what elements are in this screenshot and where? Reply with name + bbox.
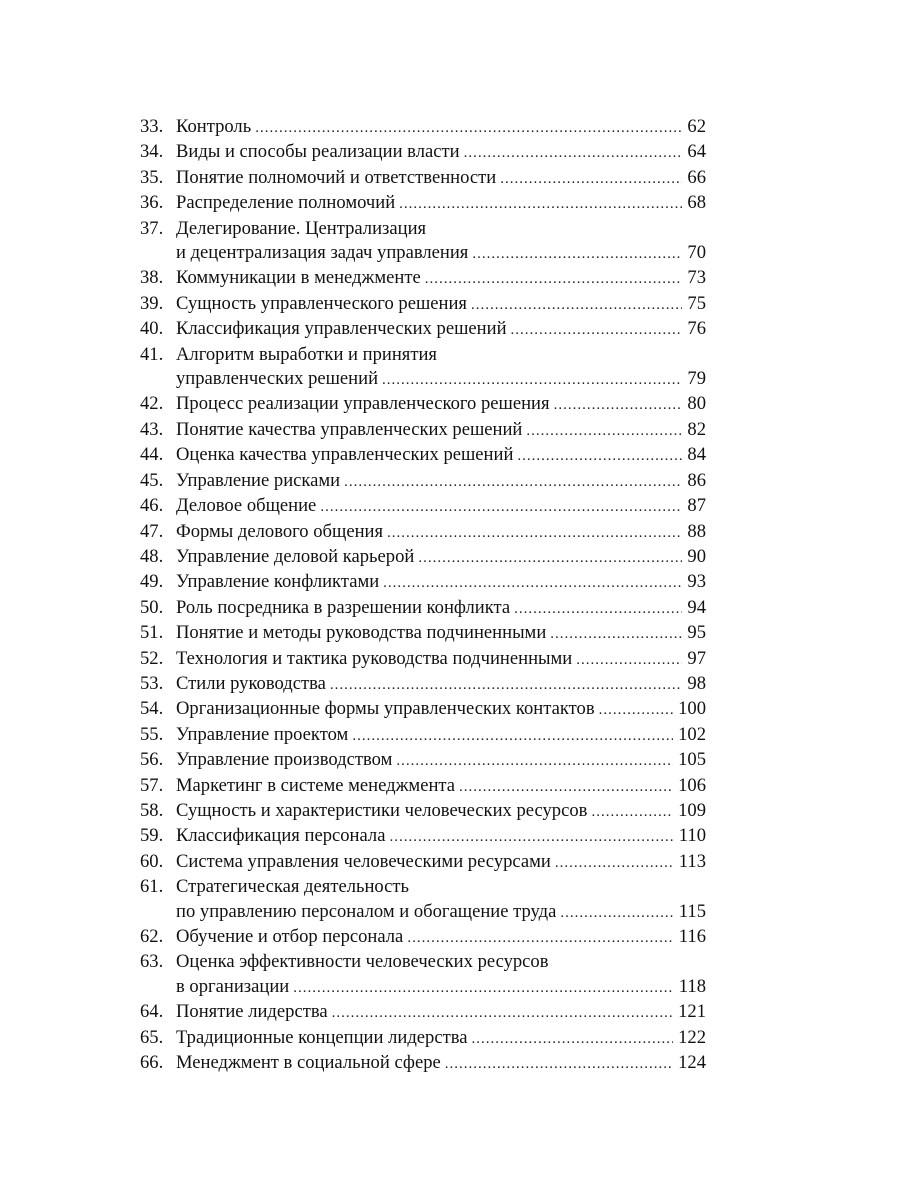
toc-entry-title: Управление деловой карьерой bbox=[176, 545, 415, 567]
toc-dot-leader bbox=[472, 242, 682, 266]
toc-entry-line bbox=[140, 166, 706, 191]
toc-dot-leader bbox=[560, 901, 673, 925]
toc-entry-number: 33. bbox=[140, 116, 164, 137]
toc-entry-line bbox=[140, 570, 706, 595]
toc-dot-leader bbox=[459, 775, 673, 799]
toc-entry bbox=[140, 672, 706, 697]
toc-entry bbox=[140, 166, 706, 191]
toc-entry-title: Система управления человеческими ресурсами bbox=[176, 850, 551, 872]
toc-page-number: 93 bbox=[687, 571, 706, 593]
toc-entry-line bbox=[140, 1026, 706, 1051]
toc-entry-number: 52. bbox=[140, 647, 164, 669]
toc-entry-line bbox=[140, 596, 706, 621]
toc-entry bbox=[140, 774, 706, 799]
toc-entry-line bbox=[140, 140, 706, 165]
toc-entry-line bbox=[140, 1051, 706, 1076]
toc-entry-number: 36. bbox=[140, 192, 164, 214]
toc-entry bbox=[140, 875, 706, 925]
toc-dot-leader bbox=[472, 1027, 674, 1051]
toc-entry-number: 54. bbox=[140, 698, 164, 720]
toc-page-number: 73 bbox=[687, 267, 706, 289]
toc-page-number: 84 bbox=[687, 444, 706, 466]
toc-entry-line bbox=[140, 647, 706, 672]
toc-page-number: 118 bbox=[678, 975, 706, 997]
toc-entry bbox=[140, 343, 706, 393]
toc-page-number: 95 bbox=[687, 622, 706, 644]
toc-page-number: 122 bbox=[678, 1026, 706, 1048]
toc-entry-title: Обучение и отбор персонала bbox=[176, 926, 404, 947]
toc-page-number: 68 bbox=[687, 192, 706, 214]
toc-entry-number: 38. bbox=[140, 267, 164, 289]
toc-entry-title: Маркетинг в системе менеджмента bbox=[176, 774, 455, 796]
toc-dot-leader bbox=[591, 800, 673, 824]
toc-entry-line bbox=[140, 469, 706, 494]
toc-page-number: 102 bbox=[678, 723, 706, 745]
toc-entry-line bbox=[140, 317, 706, 342]
toc-entry-title: Понятие лидерства bbox=[176, 1001, 328, 1023]
toc-dot-leader bbox=[550, 622, 682, 646]
toc-dot-leader bbox=[526, 419, 682, 443]
toc-entry-line bbox=[140, 925, 706, 950]
toc-entry-line bbox=[140, 343, 706, 367]
toc-entry bbox=[140, 217, 706, 267]
toc-entry bbox=[140, 1026, 706, 1051]
toc-entry-number: 49. bbox=[140, 571, 164, 593]
toc-entry-line bbox=[140, 191, 706, 216]
toc-page-number: 110 bbox=[678, 825, 706, 847]
toc-entry-title: Управление рисками bbox=[176, 469, 341, 491]
toc-dot-leader bbox=[500, 167, 682, 191]
toc-entry-title: управленческих решений bbox=[176, 368, 379, 390]
toc-entry-number: 55. bbox=[140, 723, 164, 745]
toc-page-number: 75 bbox=[687, 292, 706, 314]
toc-dot-leader bbox=[464, 141, 683, 165]
toc-page-number: 105 bbox=[678, 749, 706, 771]
toc-dot-leader bbox=[382, 368, 682, 392]
toc-entry bbox=[140, 140, 706, 165]
toc-entry-title: и децентрализация задач управления bbox=[176, 242, 469, 264]
toc-entry bbox=[140, 191, 706, 216]
toc-page-number: 100 bbox=[678, 698, 706, 720]
toc-dot-leader bbox=[344, 470, 682, 494]
toc-entry bbox=[140, 570, 706, 595]
toc-entry-line bbox=[140, 950, 706, 974]
toc-entry-number: 45. bbox=[140, 469, 164, 491]
toc-entry-number: 37. bbox=[140, 217, 164, 239]
toc-dot-leader bbox=[471, 293, 682, 317]
toc-entry-title: Деловое общение bbox=[176, 495, 317, 517]
toc-entry bbox=[140, 1000, 706, 1025]
toc-entry-line bbox=[140, 621, 706, 646]
toc-dot-leader bbox=[555, 851, 674, 875]
toc-page-number: 86 bbox=[687, 469, 706, 491]
toc-entry-number: 58. bbox=[140, 799, 164, 821]
toc-page-number: 87 bbox=[687, 495, 706, 517]
toc-entry-line bbox=[140, 545, 706, 570]
toc-entry-title: в организации bbox=[176, 975, 290, 997]
toc-entry-title: Алгоритм выработки и принятия bbox=[176, 343, 437, 365]
toc-page-number: 124 bbox=[678, 1052, 706, 1074]
toc-entry-number: 59. bbox=[140, 825, 164, 847]
toc-entry-number: 42. bbox=[140, 393, 164, 415]
toc-entry bbox=[140, 647, 706, 672]
toc-entry-title: Понятие полномочий и ответственности bbox=[176, 166, 497, 188]
toc-entry-title: Виды и способы реализации власти bbox=[176, 141, 460, 163]
toc-entry-title: Понятие качества управленческих решений bbox=[176, 418, 523, 440]
toc-entry-line bbox=[140, 672, 706, 697]
toc-entry-title: Сущность управленческого решения bbox=[176, 292, 467, 314]
toc-dot-leader bbox=[511, 318, 683, 342]
toc-entry bbox=[140, 266, 706, 291]
toc-entry-number: 50. bbox=[140, 596, 164, 618]
toc-dot-leader bbox=[332, 1001, 673, 1025]
toc-entry-title: Роль посредника в разрешении конфликта bbox=[176, 596, 511, 618]
toc-page-number: 98 bbox=[687, 672, 706, 694]
toc-entry-continuation-line bbox=[140, 975, 706, 1000]
toc-entry-number: 43. bbox=[140, 418, 164, 440]
toc-dot-leader bbox=[418, 546, 682, 570]
toc-entry-title: Традиционные концепции лидерства bbox=[176, 1026, 468, 1048]
toc-entry-line bbox=[140, 697, 706, 722]
toc-page-number: 113 bbox=[678, 850, 706, 872]
toc-entry bbox=[140, 748, 706, 773]
toc-dot-leader bbox=[554, 393, 683, 417]
toc-page-number: 79 bbox=[687, 368, 706, 390]
toc-entry-line bbox=[140, 494, 706, 519]
toc-page-number: 94 bbox=[687, 596, 706, 618]
toc-page-number: 62 bbox=[687, 116, 706, 137]
toc-entry-number: 62. bbox=[140, 926, 164, 947]
toc-entry bbox=[140, 596, 706, 621]
toc-entry-line bbox=[140, 1000, 706, 1025]
toc-entry-line bbox=[140, 748, 706, 773]
toc-entry-number: 64. bbox=[140, 1001, 164, 1023]
toc-entry-title: Делегирование. Централизация bbox=[176, 217, 427, 239]
toc-entry-number: 41. bbox=[140, 343, 164, 365]
toc-entry bbox=[140, 317, 706, 342]
toc-entry-title: Управление конфликтами bbox=[176, 571, 380, 593]
toc-dot-leader bbox=[330, 673, 683, 697]
toc-entry bbox=[140, 1051, 706, 1076]
toc-entry-title: Сущность и характеристики человеческих ресурсов bbox=[176, 799, 588, 821]
toc-page-number: 115 bbox=[678, 900, 706, 922]
toc-dot-leader bbox=[383, 571, 682, 595]
toc-entry-title: Процесс реализации управленческого решения bbox=[176, 393, 550, 415]
toc-entry-title: Классификация персонала bbox=[176, 825, 386, 847]
toc-entry-title: Контроль bbox=[176, 116, 252, 137]
toc-entry-title: Управление проектом bbox=[176, 723, 349, 745]
toc-page-number: 82 bbox=[687, 418, 706, 440]
toc-dot-leader bbox=[445, 1052, 673, 1076]
toc-dot-leader bbox=[387, 521, 682, 545]
toc-entry bbox=[140, 950, 706, 1000]
toc-entry bbox=[140, 723, 706, 748]
toc-entry bbox=[140, 418, 706, 443]
toc-entry-line bbox=[140, 799, 706, 824]
toc-entry-number: 61. bbox=[140, 876, 164, 898]
toc-entry-number: 48. bbox=[140, 545, 164, 567]
toc-dot-leader bbox=[255, 116, 682, 140]
toc-page-number: 88 bbox=[687, 520, 706, 542]
toc-entry bbox=[140, 520, 706, 545]
toc-entry bbox=[140, 443, 706, 468]
toc-page-number: 109 bbox=[678, 799, 706, 821]
toc-dot-leader bbox=[352, 724, 673, 748]
toc-entry-number: 34. bbox=[140, 141, 164, 163]
toc-entry-line bbox=[140, 292, 706, 317]
toc-entry-number: 56. bbox=[140, 749, 164, 771]
toc-entry-title: Оценка эффективности человеческих ресурсов bbox=[176, 951, 549, 973]
toc-entry bbox=[140, 799, 706, 824]
toc-entry-line bbox=[140, 520, 706, 545]
toc-entry-number: 60. bbox=[140, 850, 164, 872]
toc-dot-leader bbox=[399, 192, 682, 216]
toc-entry-title: Коммуникации в менеджменте bbox=[176, 267, 421, 289]
toc-entry-number: 47. bbox=[140, 520, 164, 542]
toc-dot-leader bbox=[293, 976, 674, 1000]
toc-dot-leader bbox=[517, 444, 682, 468]
toc-entry-title: Классификация управленческих решений bbox=[176, 318, 507, 340]
toc-entry-number: 44. bbox=[140, 444, 164, 466]
toc-dot-leader bbox=[599, 698, 673, 722]
toc-entry bbox=[140, 925, 706, 950]
toc-entry-title: Понятие и методы руководства подчиненными bbox=[176, 622, 547, 644]
toc-entry-title: Управление производством bbox=[176, 749, 393, 771]
toc-page-number: 106 bbox=[678, 774, 706, 796]
toc-entry-line bbox=[140, 266, 706, 291]
table-of-contents bbox=[140, 115, 706, 1076]
toc-dot-leader bbox=[576, 648, 682, 672]
toc-entry-title: Технология и тактика руководства подчиненными bbox=[176, 647, 573, 669]
toc-entry-number: 65. bbox=[140, 1026, 164, 1048]
toc-entry-continuation-line bbox=[140, 367, 706, 392]
toc-entry-title: Распределение полномочий bbox=[176, 192, 396, 214]
toc-entry-line bbox=[140, 418, 706, 443]
toc-entry bbox=[140, 494, 706, 519]
toc-entry-number: 66. bbox=[140, 1052, 164, 1074]
toc-page-number: 97 bbox=[687, 647, 706, 669]
toc-entry-number: 39. bbox=[140, 292, 164, 314]
toc-entry-line bbox=[140, 774, 706, 799]
toc-entry-number: 63. bbox=[140, 951, 164, 973]
toc-entry-number: 57. bbox=[140, 774, 164, 796]
toc-entry-line bbox=[140, 723, 706, 748]
toc-entry-title: Менеджмент в социальной сфере bbox=[176, 1052, 441, 1074]
toc-dot-leader bbox=[425, 267, 683, 291]
toc-entry bbox=[140, 850, 706, 875]
toc-entry-number: 51. bbox=[140, 622, 164, 644]
toc-entry-continuation-line bbox=[140, 900, 706, 925]
toc-entry-title: Оценка качества управленческих решений bbox=[176, 444, 514, 466]
toc-entry-number: 40. bbox=[140, 318, 164, 340]
toc-entry bbox=[140, 392, 706, 417]
toc-page-number: 80 bbox=[687, 393, 706, 415]
toc-entry-title: Стили руководства bbox=[176, 672, 326, 694]
toc-entry-line bbox=[140, 217, 706, 241]
toc-entry-continuation-line bbox=[140, 241, 706, 266]
toc-entry bbox=[140, 697, 706, 722]
toc-entry-title: Организационные формы управленческих контактов bbox=[176, 698, 595, 720]
toc-entry-title: Формы делового общения bbox=[176, 520, 384, 542]
toc-page-number: 90 bbox=[687, 545, 706, 567]
toc-entry-line bbox=[140, 392, 706, 417]
toc-dot-leader bbox=[396, 749, 673, 773]
toc-dot-leader bbox=[407, 926, 673, 950]
toc-entry-number: 53. bbox=[140, 672, 164, 694]
toc-dot-leader bbox=[514, 597, 682, 621]
toc-page-number: 76 bbox=[687, 318, 706, 340]
toc-entry bbox=[140, 621, 706, 646]
toc-entry-line bbox=[140, 850, 706, 875]
toc-entry bbox=[140, 824, 706, 849]
toc-entry-number: 35. bbox=[140, 166, 164, 188]
toc-entry-line bbox=[140, 824, 706, 849]
toc-entry-line bbox=[140, 875, 706, 899]
toc-entry-title: по управлению персоналом и обогащение труда bbox=[176, 900, 557, 922]
toc-page-number: 116 bbox=[678, 926, 706, 947]
toc-entry bbox=[140, 469, 706, 494]
toc-entry bbox=[140, 292, 706, 317]
toc-page-number: 64 bbox=[687, 141, 706, 163]
toc-entry-title: Стратегическая деятельность bbox=[176, 876, 410, 898]
toc-dot-leader bbox=[320, 495, 682, 519]
toc-dot-leader bbox=[389, 825, 673, 849]
toc-page-number: 70 bbox=[687, 242, 706, 264]
toc-entry-line bbox=[140, 115, 706, 140]
toc-entry-number: 46. bbox=[140, 495, 164, 517]
toc-page-number: 121 bbox=[678, 1001, 706, 1023]
toc-page-number: 66 bbox=[687, 166, 706, 188]
toc-entry-line bbox=[140, 443, 706, 468]
toc-entry bbox=[140, 115, 706, 140]
toc-entry bbox=[140, 545, 706, 570]
